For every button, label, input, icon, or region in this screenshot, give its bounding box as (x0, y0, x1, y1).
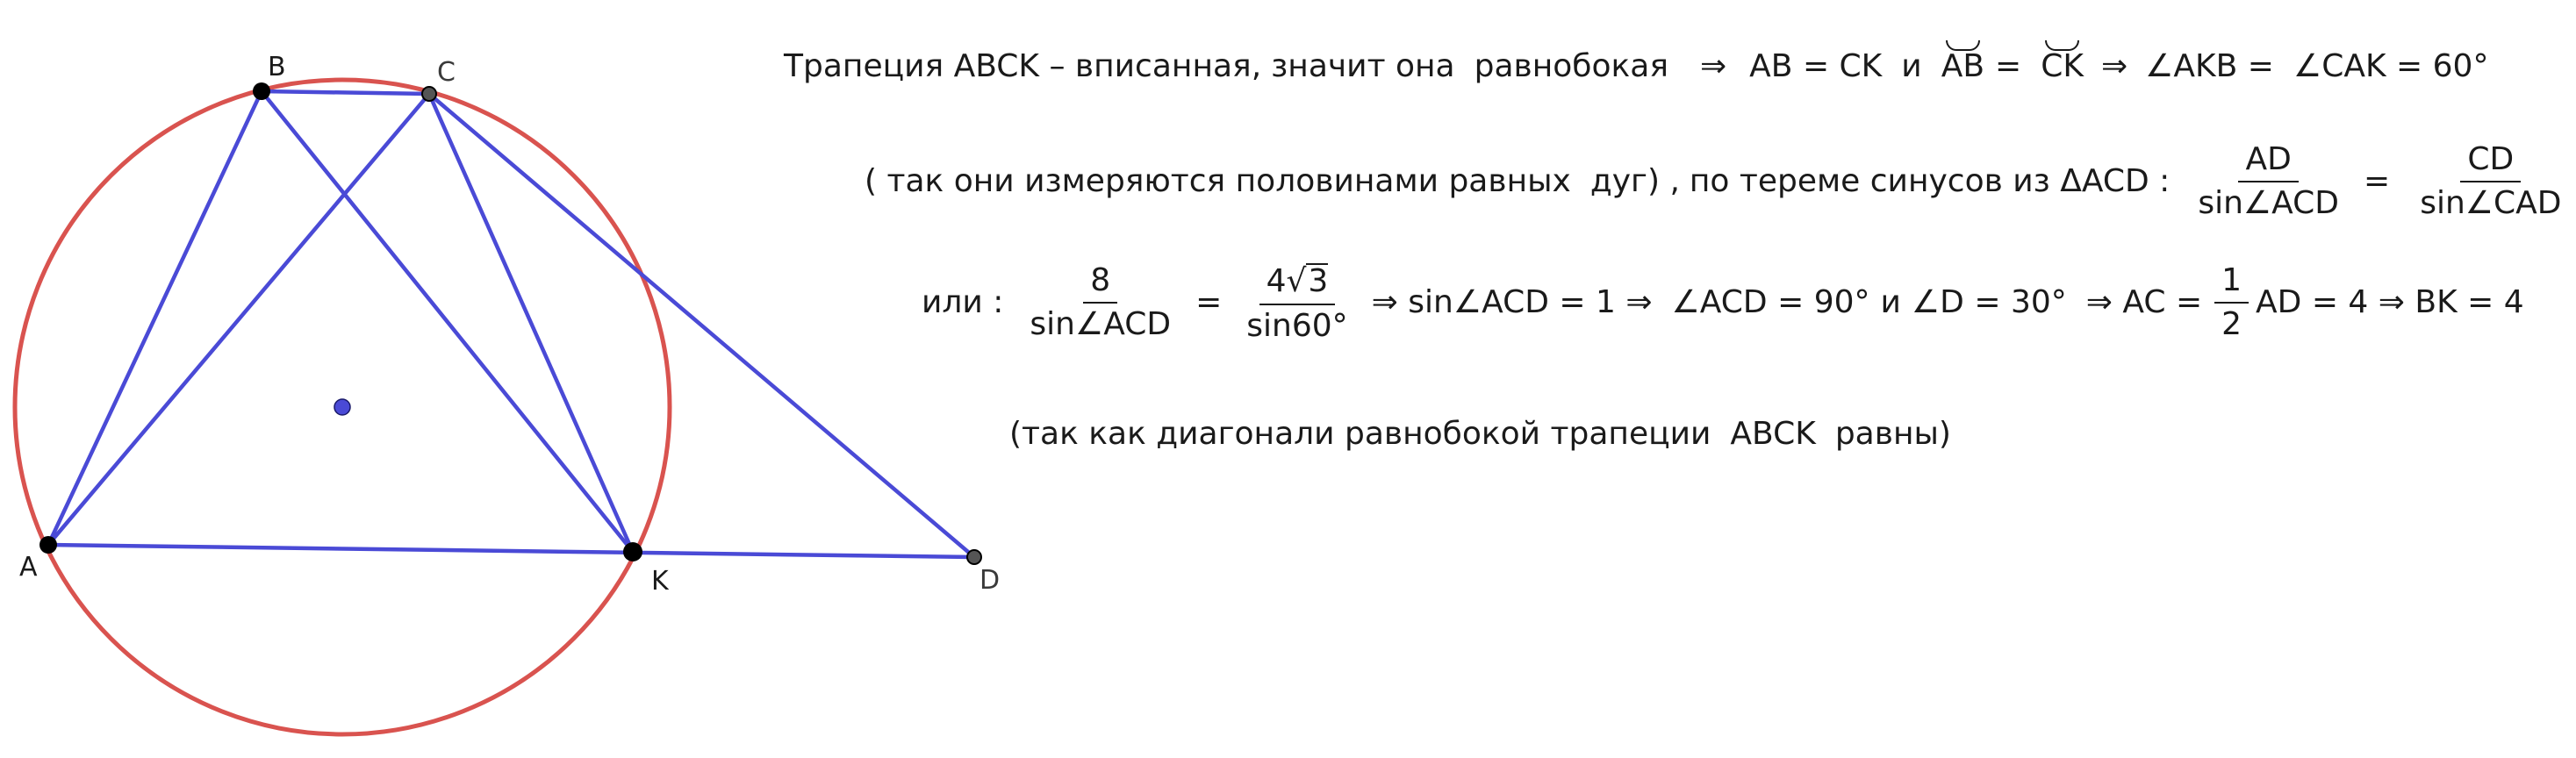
fraction-denominator: sin∠ACD (1030, 305, 1172, 342)
result-angle-d-30: ∠D = 30° (1911, 283, 2067, 320)
point-A (39, 536, 57, 554)
text-arcs: дуг) , (1589, 163, 1680, 199)
angle-akb: ∠AKB = (2145, 48, 2274, 84)
arc-ck: CK (2041, 48, 2084, 84)
fraction-8-sin-acd (1023, 261, 1178, 342)
segment-AC (48, 94, 429, 545)
fraction-numerator: AD (2238, 144, 2298, 182)
eq-ab-ck: AB = CK (1749, 48, 1883, 84)
point-C (422, 87, 436, 101)
text-and: и (1901, 48, 1922, 84)
arc-ab: AB (1941, 48, 1985, 84)
result-angle-acd-90: ∠ACD = 90° (1671, 283, 1870, 320)
fraction-cd-sin-cad (2413, 141, 2568, 221)
text-isosceles: равнобокая (1474, 48, 1668, 84)
text-measured-by-halves: ( так они измеряются половинами равных (865, 163, 1571, 199)
vertices (39, 82, 981, 564)
equals-symbol: = (1195, 283, 1223, 320)
text-trapezoid-inscribed: Трапеция ABCK – вписанная, (784, 48, 1262, 84)
fraction-denominator: sin∠ACD (2198, 185, 2340, 221)
fraction-numerator: CD (2460, 144, 2521, 182)
segment-BC (262, 91, 429, 94)
text-sine-theorem: по тереме синусов из ΔACD : (1689, 163, 2171, 199)
point-K (623, 542, 642, 561)
label-C: C (437, 57, 456, 88)
fraction-numerator (1259, 263, 1336, 305)
text-or: или : (922, 283, 1004, 320)
solution-line-1 (784, 48, 2489, 84)
solution-line-4 (1009, 418, 1951, 450)
text-abck: ABCK (1730, 416, 1816, 452)
circle-center-point (334, 399, 350, 415)
coefficient: 4 (1266, 263, 1287, 299)
segment-CK (429, 94, 633, 552)
result-bk-4: AD = 4 ⇒ BK = 4 (2256, 283, 2524, 320)
equals-symbol: = (2364, 163, 2391, 199)
fraction-denominator: sin∠CAD (2420, 185, 2562, 221)
radicand: 3 (1308, 263, 1329, 299)
point-D (967, 550, 981, 564)
equals-symbol: = (1995, 48, 2022, 84)
text-so-it-is: значит она (1271, 48, 1455, 84)
angle-cak-60: ∠CAK = 60° (2293, 48, 2489, 84)
fraction-ad-sin-acd (2191, 141, 2346, 221)
fraction-denominator: 2 (2221, 305, 2242, 342)
radical-sign: √ (1286, 263, 1307, 299)
solution-line-3 (922, 263, 2524, 342)
segment-AD (48, 545, 974, 557)
fraction-denominator: sin60° (1246, 307, 1348, 344)
segment-BK (262, 91, 633, 552)
fraction-one-half (2214, 261, 2249, 342)
text-equal: равны) (1834, 416, 1951, 452)
fraction-4sqrt3-sin60 (1239, 263, 1354, 342)
segment-AB (48, 91, 262, 545)
implies-symbol-2: ⇒ (2100, 48, 2128, 84)
point-B (253, 82, 270, 100)
fraction-numerator: 1 (2214, 265, 2249, 304)
result-sin-acd-1: ⇒ sin∠ACD = 1 ⇒ (1371, 283, 1653, 320)
text-diagonals-equal: (так как диагонали равнобокой трапеции (1009, 416, 1711, 452)
solution-line-2 (865, 141, 2576, 221)
result-ac: ⇒ AC = (2085, 283, 2203, 320)
segments (48, 91, 974, 557)
label-K: K (651, 566, 669, 597)
label-A: A (19, 552, 38, 583)
label-D: D (979, 565, 1001, 596)
fraction-numerator: 8 (1083, 265, 1117, 304)
text-and: и (1880, 283, 1901, 320)
implies-symbol: ⇒ (1700, 48, 1727, 84)
label-B: B (268, 52, 286, 82)
